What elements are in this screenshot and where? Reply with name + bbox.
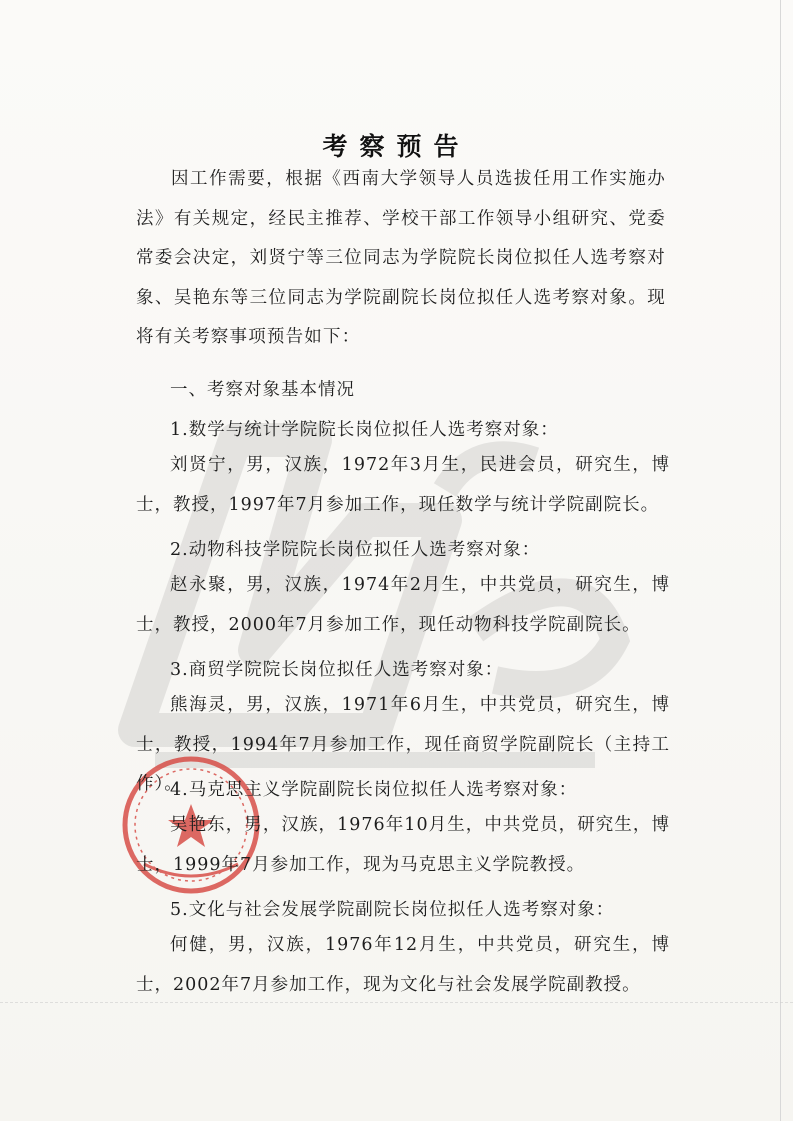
item-3-detail: 熊海灵，男，汉族，1971年6月生，中共党员，研究生，博士，教授，1994年7月参加工作，现任商贸学院副院长（主持工作）。 [136, 695, 670, 795]
section-heading: 一、考察对象基本情况 [170, 380, 355, 400]
item-3-heading: 3.商贸学院院长岗位拟任人选考察对象： [170, 660, 504, 680]
item-4-heading: 4.马克思主义学院副院长岗位拟任人选考察对象： [170, 780, 578, 800]
item-5-heading: 5.文化与社会发展学院副院长岗位拟任人选考察对象： [170, 900, 615, 920]
scan-edge [780, 0, 781, 1121]
item-4-detail: 吴艳东，男，汉族，1976年10月生，中共党员，研究生，博士，1999年7月参加工作，现为马克思主义学院教授。 [136, 815, 670, 875]
item-1-heading: 1.数学与统计学院院长岗位拟任人选考察对象： [170, 420, 559, 440]
intro-paragraph: 因工作需要，根据《西南大学领导人员选拔任用工作实施办法》有关规定，经民主推荐、学校干部工作领导小组研究、党委常委会决定，刘贤宁等三位同志为学院院长岗位拟任人选考察对象、吴艳东等三位同志为学院副院长岗位拟任人选考察对象。现将有关考察事项预告如下： [136, 169, 666, 348]
scan-artifact-line [0, 1002, 793, 1003]
item-2-heading: 2.动物科技学院院长岗位拟任人选考察对象： [170, 540, 541, 560]
item-1-detail: 刘贤宁，男，汉族，1972年3月生，民进会员，研究生，博士，教授，1997年7月参加工作，现任数学与统计学院副院长。 [136, 455, 670, 515]
item-5-detail: 何健，男，汉族，1976年12月生，中共党员，研究生，博士，2002年7月参加工作，现为文化与社会发展学院副教授。 [136, 935, 670, 995]
item-2-detail: 赵永聚，男，汉族，1974年2月生，中共党员，研究生，博士，教授，2000年7月参加工作，现任动物科技学院副院长。 [136, 575, 670, 635]
document-title: 考察预告 [322, 131, 471, 161]
